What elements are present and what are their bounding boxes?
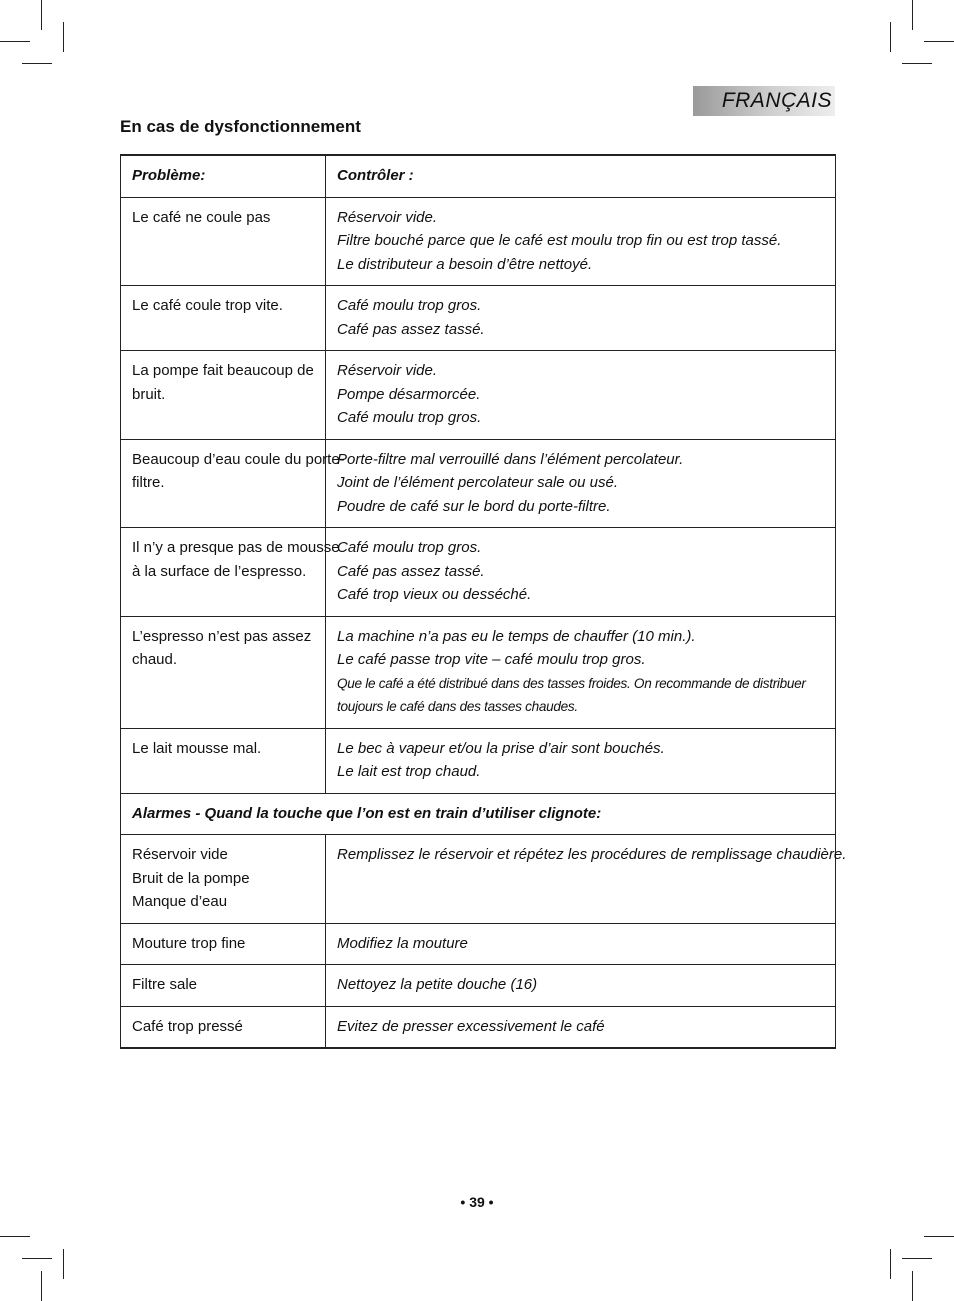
check-cell-line: Le café passe trop vite – café moulu trop gros. xyxy=(337,651,646,668)
column-header-check: Contrôler : xyxy=(326,155,836,197)
problem-cell-line: Il n’y a presque pas de mousse xyxy=(132,539,340,556)
crop-mark xyxy=(924,1236,954,1237)
crop-mark xyxy=(890,22,891,52)
check-cell xyxy=(326,351,836,440)
problem-cell-line: Le lait mousse mal. xyxy=(132,739,262,757)
problem-cell xyxy=(121,439,345,528)
alarm-problem-cell xyxy=(121,965,326,1007)
alarm-check-cell-line: Nettoyez la petite douche (16) xyxy=(337,976,538,993)
alarm-problem-cell-line: Manque d’eau xyxy=(132,893,228,910)
crop-mark xyxy=(902,1258,932,1259)
check-cell xyxy=(326,728,836,793)
check-cell xyxy=(326,439,836,528)
check-cell-line: Pompe désarmorcée. xyxy=(337,385,481,403)
problem-cell-line: filtre. xyxy=(132,474,165,491)
alarm-row xyxy=(121,1006,836,1048)
table-row xyxy=(121,439,836,528)
problem-cell xyxy=(121,528,340,617)
check-cell-line: Café pas assez tassé. xyxy=(337,320,485,338)
alarm-problem-cell xyxy=(121,835,326,924)
alarm-check-cell xyxy=(326,835,847,924)
alarm-row xyxy=(121,965,836,1007)
check-cell-line: Café moulu trop gros. xyxy=(337,297,482,314)
check-cell-line: Porte-filtre mal verrouillé dans l’élément percolateur. xyxy=(337,450,684,468)
crop-mark xyxy=(63,22,64,52)
crop-mark xyxy=(22,1258,52,1259)
alarm-problem-cell xyxy=(121,1006,326,1048)
crop-mark xyxy=(0,1236,30,1237)
problem-cell-line: Le café coule trop vite. xyxy=(132,297,283,314)
alarm-header: Alarmes - Quand la touche que l’on est en train d’utiliser clignote: xyxy=(121,793,836,835)
problem-cell xyxy=(121,286,326,351)
page-number: • 39 • xyxy=(460,1194,494,1210)
check-cell-line: Réservoir vide. xyxy=(337,362,438,379)
check-cell xyxy=(326,528,836,617)
crop-mark xyxy=(902,63,932,64)
check-cell-line: Joint de l’élément percolateur sale ou usé. xyxy=(337,474,619,491)
crop-mark xyxy=(912,1271,913,1301)
crop-mark xyxy=(41,0,42,30)
table-row xyxy=(121,616,836,728)
crop-mark xyxy=(0,41,30,42)
alarm-problem-cell xyxy=(121,923,326,965)
table-row xyxy=(121,286,836,351)
alarm-problem-cell-line: Mouture trop fine xyxy=(132,934,246,952)
alarm-row xyxy=(121,835,836,924)
table-row xyxy=(121,728,836,793)
problem-cell xyxy=(121,728,326,793)
problem-cell-line: à la surface de l’espresso. xyxy=(132,562,307,580)
alarm-check-cell-line: Remplissez le réservoir et répétez les procédures de remplissage chaudière. xyxy=(337,846,847,863)
check-cell-line: Poudre de café sur le bord du porte-filtre. xyxy=(337,497,611,515)
problem-cell xyxy=(121,351,326,440)
check-cell xyxy=(326,286,836,351)
troubleshooting-table xyxy=(120,154,847,1049)
table-row xyxy=(121,197,836,286)
problem-cell-line: bruit. xyxy=(132,385,166,403)
check-cell-line: Que le café a été distribué dans des tasses froides. On recommande de distribuer toujours le café dans des tasses chaudes. xyxy=(337,675,806,714)
problem-cell-line: L’espresso n’est pas assez xyxy=(132,627,312,645)
alarm-problem-cell-line: Réservoir vide xyxy=(132,846,228,863)
alarm-header-row xyxy=(121,793,836,835)
check-cell-line: Filtre bouché parce que le café est moulu trop fin ou est trop tassé. xyxy=(337,232,782,249)
problem-cell-line: Le café ne coule pas xyxy=(132,208,271,226)
check-cell xyxy=(326,197,836,286)
alarm-check-cell-line: Evitez de presser excessivement le café xyxy=(337,1017,605,1035)
crop-mark xyxy=(924,41,954,42)
crop-mark xyxy=(22,63,52,64)
alarm-problem-cell-line: Filtre sale xyxy=(132,976,198,993)
alarm-check-cell xyxy=(326,923,836,965)
check-cell-line: Café moulu trop gros. xyxy=(337,409,482,426)
table-row xyxy=(121,528,836,617)
check-cell-line: La machine n’a pas eu le temps de chauffer (10 min.). xyxy=(337,627,696,645)
alarm-check-cell-line: Modifiez la mouture xyxy=(337,934,468,952)
problem-cell-line: chaud. xyxy=(132,651,178,668)
alarm-problem-cell-line: Bruit de la pompe xyxy=(132,869,250,887)
problem-cell xyxy=(121,197,326,286)
crop-mark xyxy=(41,1271,42,1301)
column-header-problem: Problème: xyxy=(121,155,326,197)
crop-mark xyxy=(890,1249,891,1279)
troubleshooting-table-body xyxy=(121,155,847,1048)
alarm-check-cell xyxy=(326,965,836,1007)
check-cell xyxy=(326,616,836,728)
alarm-check-cell xyxy=(326,1006,836,1048)
check-cell-line: Café pas assez tassé. xyxy=(337,562,485,580)
crop-mark xyxy=(63,1249,64,1279)
check-cell-line: Le bec à vapeur et/ou la prise d’air sont bouchés. xyxy=(337,739,665,757)
problem-cell-line: La pompe fait beaucoup de xyxy=(132,362,314,379)
check-cell-line: Réservoir vide. xyxy=(337,208,438,226)
problem-cell-line: Beaucoup d’eau coule du porte- xyxy=(132,450,345,468)
check-cell-line: Le distributeur a besoin d’être nettoyé. xyxy=(337,255,593,273)
check-cell-line: Café moulu trop gros. xyxy=(337,539,482,556)
check-cell-line: Le lait est trop chaud. xyxy=(337,763,481,780)
section-title: En cas de dysfonctionnement xyxy=(120,117,361,136)
check-cell-line: Café trop vieux ou desséché. xyxy=(337,586,532,603)
alarm-row xyxy=(121,923,836,965)
language-tab: FRANÇAIS xyxy=(693,86,835,116)
table-header-row xyxy=(121,155,836,197)
crop-mark xyxy=(912,0,913,30)
table-row xyxy=(121,351,836,440)
alarm-problem-cell-line: Café trop pressé xyxy=(132,1017,243,1035)
problem-cell xyxy=(121,616,326,728)
